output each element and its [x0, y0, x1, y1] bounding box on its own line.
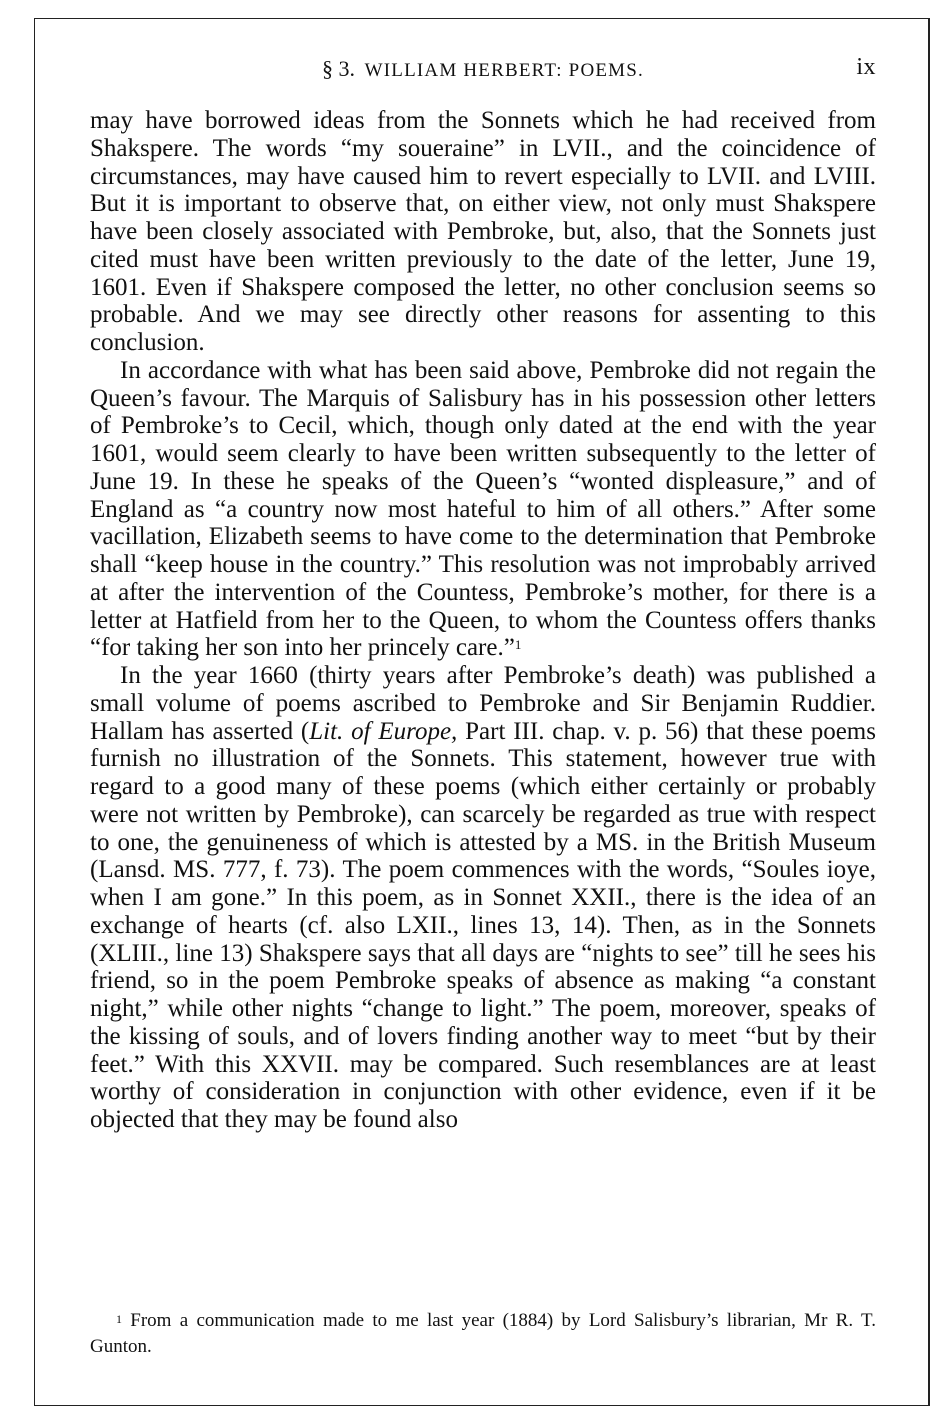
page-number: ix: [856, 54, 876, 80]
footnote-marker: 1: [116, 1312, 122, 1326]
paragraph-2: [90, 357, 876, 662]
paragraph-2-text: In accordance with what has been said above, Pembroke did not regain the Queen’s favour. The Marquis of Salisbury has in his possession other letters of Pembroke’s to Cecil, which, though only dated at the end with the year 1601, would seem clearly to have been written subsequently to the letter of June 19. In these he speaks of the Queen’s “wonted displeasure,” and of England as “a country now most hateful to him of all others.” After some vacillation, Elizabeth seems to have come to the determination that Pembroke shall “keep house in the country.” This resolution was not improbably arrived at after the intervention of the Countess, Pembroke’s mother, for there is a letter at Hatfield from her to the Queen, to whom the Countess offers thanks “for taking her son into her princely care.”: [90, 356, 876, 662]
book-title: Lit. of Europe,: [309, 717, 458, 745]
running-header: [90, 52, 876, 92]
paragraph-1: may have borrowed ideas from the Sonnets which he had received from Shakspere. The words “my soueraine” in LVII., and the coincidence of circumstances, may have caused him to revert especially to LVII. and LVIII. But it is important to observe that, on either view, not only must Shakspere have been closely associated with Pembroke, but, also, that the Sonnets just cited must have been written previously to the date of the letter, June 19, 1601. Even if Shakspere composed the letter, no other conclusion seems so probable. And we may see directly other reasons for assenting to this conclusion.: [90, 107, 876, 356]
paragraph-3: [90, 662, 876, 1134]
paragraph-3-text-b: Part III. chap. v. p. 56) that these poems furnish no illustration of the Sonnets. This statement, however true with regard to a good many of these poems (which either certainly or probably were not written by Pembroke), can scarcely be regarded as true with respect to one, the genuineness of which is attested by a MS. in the British Museum (Lansd. MS. 777, f. 73). The poem commences with the words, “Soules ioye, when I am gone.” In this poem, as in Sonnet XXII., there is the idea of an exchange of hearts (cf. also LXII., lines 13, 14). Then, as in the Sonnets (XLIII., line 13) Shakspere says that all days are “nights to see” till he sees his friend, so in the poem Pembroke speaks of absence as making “a constant night,” while other nights “change to light.” The poem, moreover, speaks of the kissing of souls, and of lovers finding another way to meet “but by their feet.” With this XXVII. may be compared. Such resemblances are at least worthy of consideration in conjunction with other evidence, even if it be objected that they may be found also: [90, 717, 876, 1133]
section-mark: § 3.: [322, 56, 355, 81]
body-text: [90, 107, 876, 1134]
footnote-text: From a communication made to me last year (1884) by Lord Salisbury’s librarian, Mr R. T. Gunton.: [90, 1310, 876, 1357]
running-title: [90, 56, 876, 82]
footnote: [90, 1308, 876, 1360]
running-title-text: WILLIAM HERBERT: POEMS.: [364, 60, 644, 81]
footnote-reference: 1: [514, 637, 522, 653]
paragraph-3-text-a: In the year 1660 (thirty years after Pembroke’s death) was published a small volume of poems ascribed to Pembroke and Sir Benjamin Ruddier. Hallam has asserted (: [90, 662, 876, 745]
